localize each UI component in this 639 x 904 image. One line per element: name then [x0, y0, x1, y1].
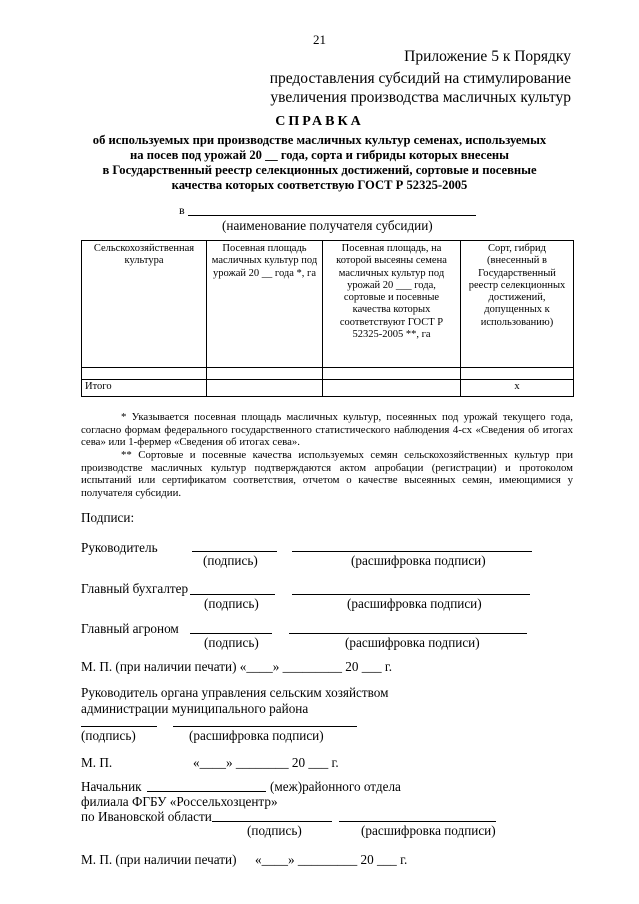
- authority-mp-date: «____» ________ 20 ___ г.: [193, 755, 339, 770]
- table-row: [82, 368, 574, 380]
- recipient-prefix: в: [179, 203, 185, 217]
- accountant-sign-caption: (подпись): [204, 596, 259, 611]
- header-crop: Сельскохозяйственная культура: [82, 241, 207, 368]
- title-line-1: об используемых при производстве масличных культур семенах, используемых: [92, 133, 547, 147]
- total-area-cell[interactable]: [207, 380, 323, 397]
- final-stamp-date: «____» _________ 20 ___ г.: [255, 852, 408, 867]
- document-title: СПРАВКА: [275, 114, 364, 129]
- appendix-line-1: Приложение 5 к Порядку: [404, 48, 571, 65]
- accountant-decode-field[interactable]: [292, 594, 530, 595]
- head-sign-caption: (подпись): [203, 553, 258, 568]
- title-line-2: на посев под урожай 20 __ года, сорта и гибриды которых внесены: [130, 148, 509, 162]
- accountant-decode-caption: (расшифровка подписи): [347, 596, 482, 611]
- total-variety-mark: x: [461, 380, 574, 397]
- branch-line: филиала ФГБУ «Россельхозцентр»: [81, 794, 278, 809]
- recipient-field[interactable]: [188, 215, 476, 216]
- head-label: Руководитель: [81, 540, 158, 555]
- seed-usage-table: [81, 240, 574, 397]
- chief-sign-caption: (подпись): [247, 823, 302, 838]
- chief-decode-caption: (расшифровка подписи): [361, 823, 496, 838]
- title-line-4: качества которых соответствую ГОСТ Р 52325-2005: [171, 178, 468, 192]
- total-label: Итого: [82, 380, 207, 397]
- chief-label: Начальник: [81, 779, 142, 794]
- chief-signature-field[interactable]: [212, 821, 332, 822]
- authority-decode-caption: (расшифровка подписи): [189, 728, 324, 743]
- cell-gost-area[interactable]: [323, 368, 461, 380]
- accountant-signature-field[interactable]: [190, 594, 275, 595]
- header-total-area: Посевная площадь масличных культур под урожай 20 __ года *, га: [207, 241, 323, 368]
- appendix-line-3: увеличения производства масличных культур: [270, 89, 571, 106]
- stamp-line: М. П. (при наличии печати) «____» _________ 20 ___ г.: [81, 659, 393, 674]
- head-decode-field[interactable]: [292, 551, 532, 552]
- final-stamp-label: М. П. (при наличии печати): [81, 852, 237, 867]
- page-number: 21: [313, 32, 326, 47]
- chief-decode-field[interactable]: [339, 821, 496, 822]
- cell-variety[interactable]: [461, 368, 574, 380]
- head-signature-field[interactable]: [192, 551, 277, 552]
- agronomist-decode-caption: (расшифровка подписи): [345, 635, 480, 650]
- accountant-label: Главный бухгалтер: [81, 581, 189, 596]
- appendix-line-2: предоставления субсидий на стимулирование: [269, 70, 571, 87]
- chief-suffix: (меж)районного отдела: [270, 779, 401, 794]
- total-row: [82, 380, 574, 397]
- head-decode-caption: (расшифровка подписи): [351, 553, 486, 568]
- authority-mp-label: М. П.: [81, 755, 113, 770]
- footnote-1: * Указывается посевная площадь масличных культур, посеянных под урожай текущего года, согласно формам федерального государственного статистического наблюдения 4-сх «Сведения об итогах сева» или 1-фермер «Сведения об итогах сева».: [81, 411, 573, 449]
- authority-line-2: администрации муниципального района: [81, 701, 309, 716]
- authority-signature-field[interactable]: [81, 726, 157, 727]
- authority-sign-caption: (подпись): [81, 728, 136, 743]
- total-gost-cell[interactable]: [323, 380, 461, 397]
- header-variety: Сорт, гибрид (внесенный в Государственный реестр селекционных достижений, допущенных к использованию): [461, 241, 574, 368]
- authority-line-1: Руководитель органа управления сельским хозяйством: [81, 685, 389, 700]
- agronomist-decode-field[interactable]: [289, 633, 527, 634]
- recipient-caption: (наименование получателя субсидии): [222, 218, 433, 233]
- cell-crop[interactable]: [82, 368, 207, 380]
- header-gost-area: Посевная площадь, на которой высеяны семена масличных культур под урожай 20 ___ года, сортовые и посевные качества которых соответствуют ГОСТ Р 52325-2005 **, га: [323, 241, 461, 368]
- footnote-2: ** Сортовые и посевные качества используемых семян сельскохозяйственных культур при производстве масличных культур подтверждаются актом апробации (регистрации) и протоколом испытаний или сертификатом соответствия, отчетом о качестве высеянных семян, имеющимися у получателя субсидии.: [81, 449, 573, 499]
- agronomist-sign-caption: (подпись): [204, 635, 259, 650]
- authority-decode-field[interactable]: [173, 726, 357, 727]
- region-line: по Ивановской области: [81, 809, 212, 824]
- cell-total-area[interactable]: [207, 368, 323, 380]
- agronomist-signature-field[interactable]: [190, 633, 272, 634]
- agronomist-label: Главный агроном: [81, 621, 179, 636]
- signatures-heading: Подписи:: [81, 510, 135, 525]
- title-line-3: в Государственный реестр селекционных достижений, сортовые и посевные: [102, 163, 537, 177]
- chief-name-field[interactable]: [147, 791, 266, 792]
